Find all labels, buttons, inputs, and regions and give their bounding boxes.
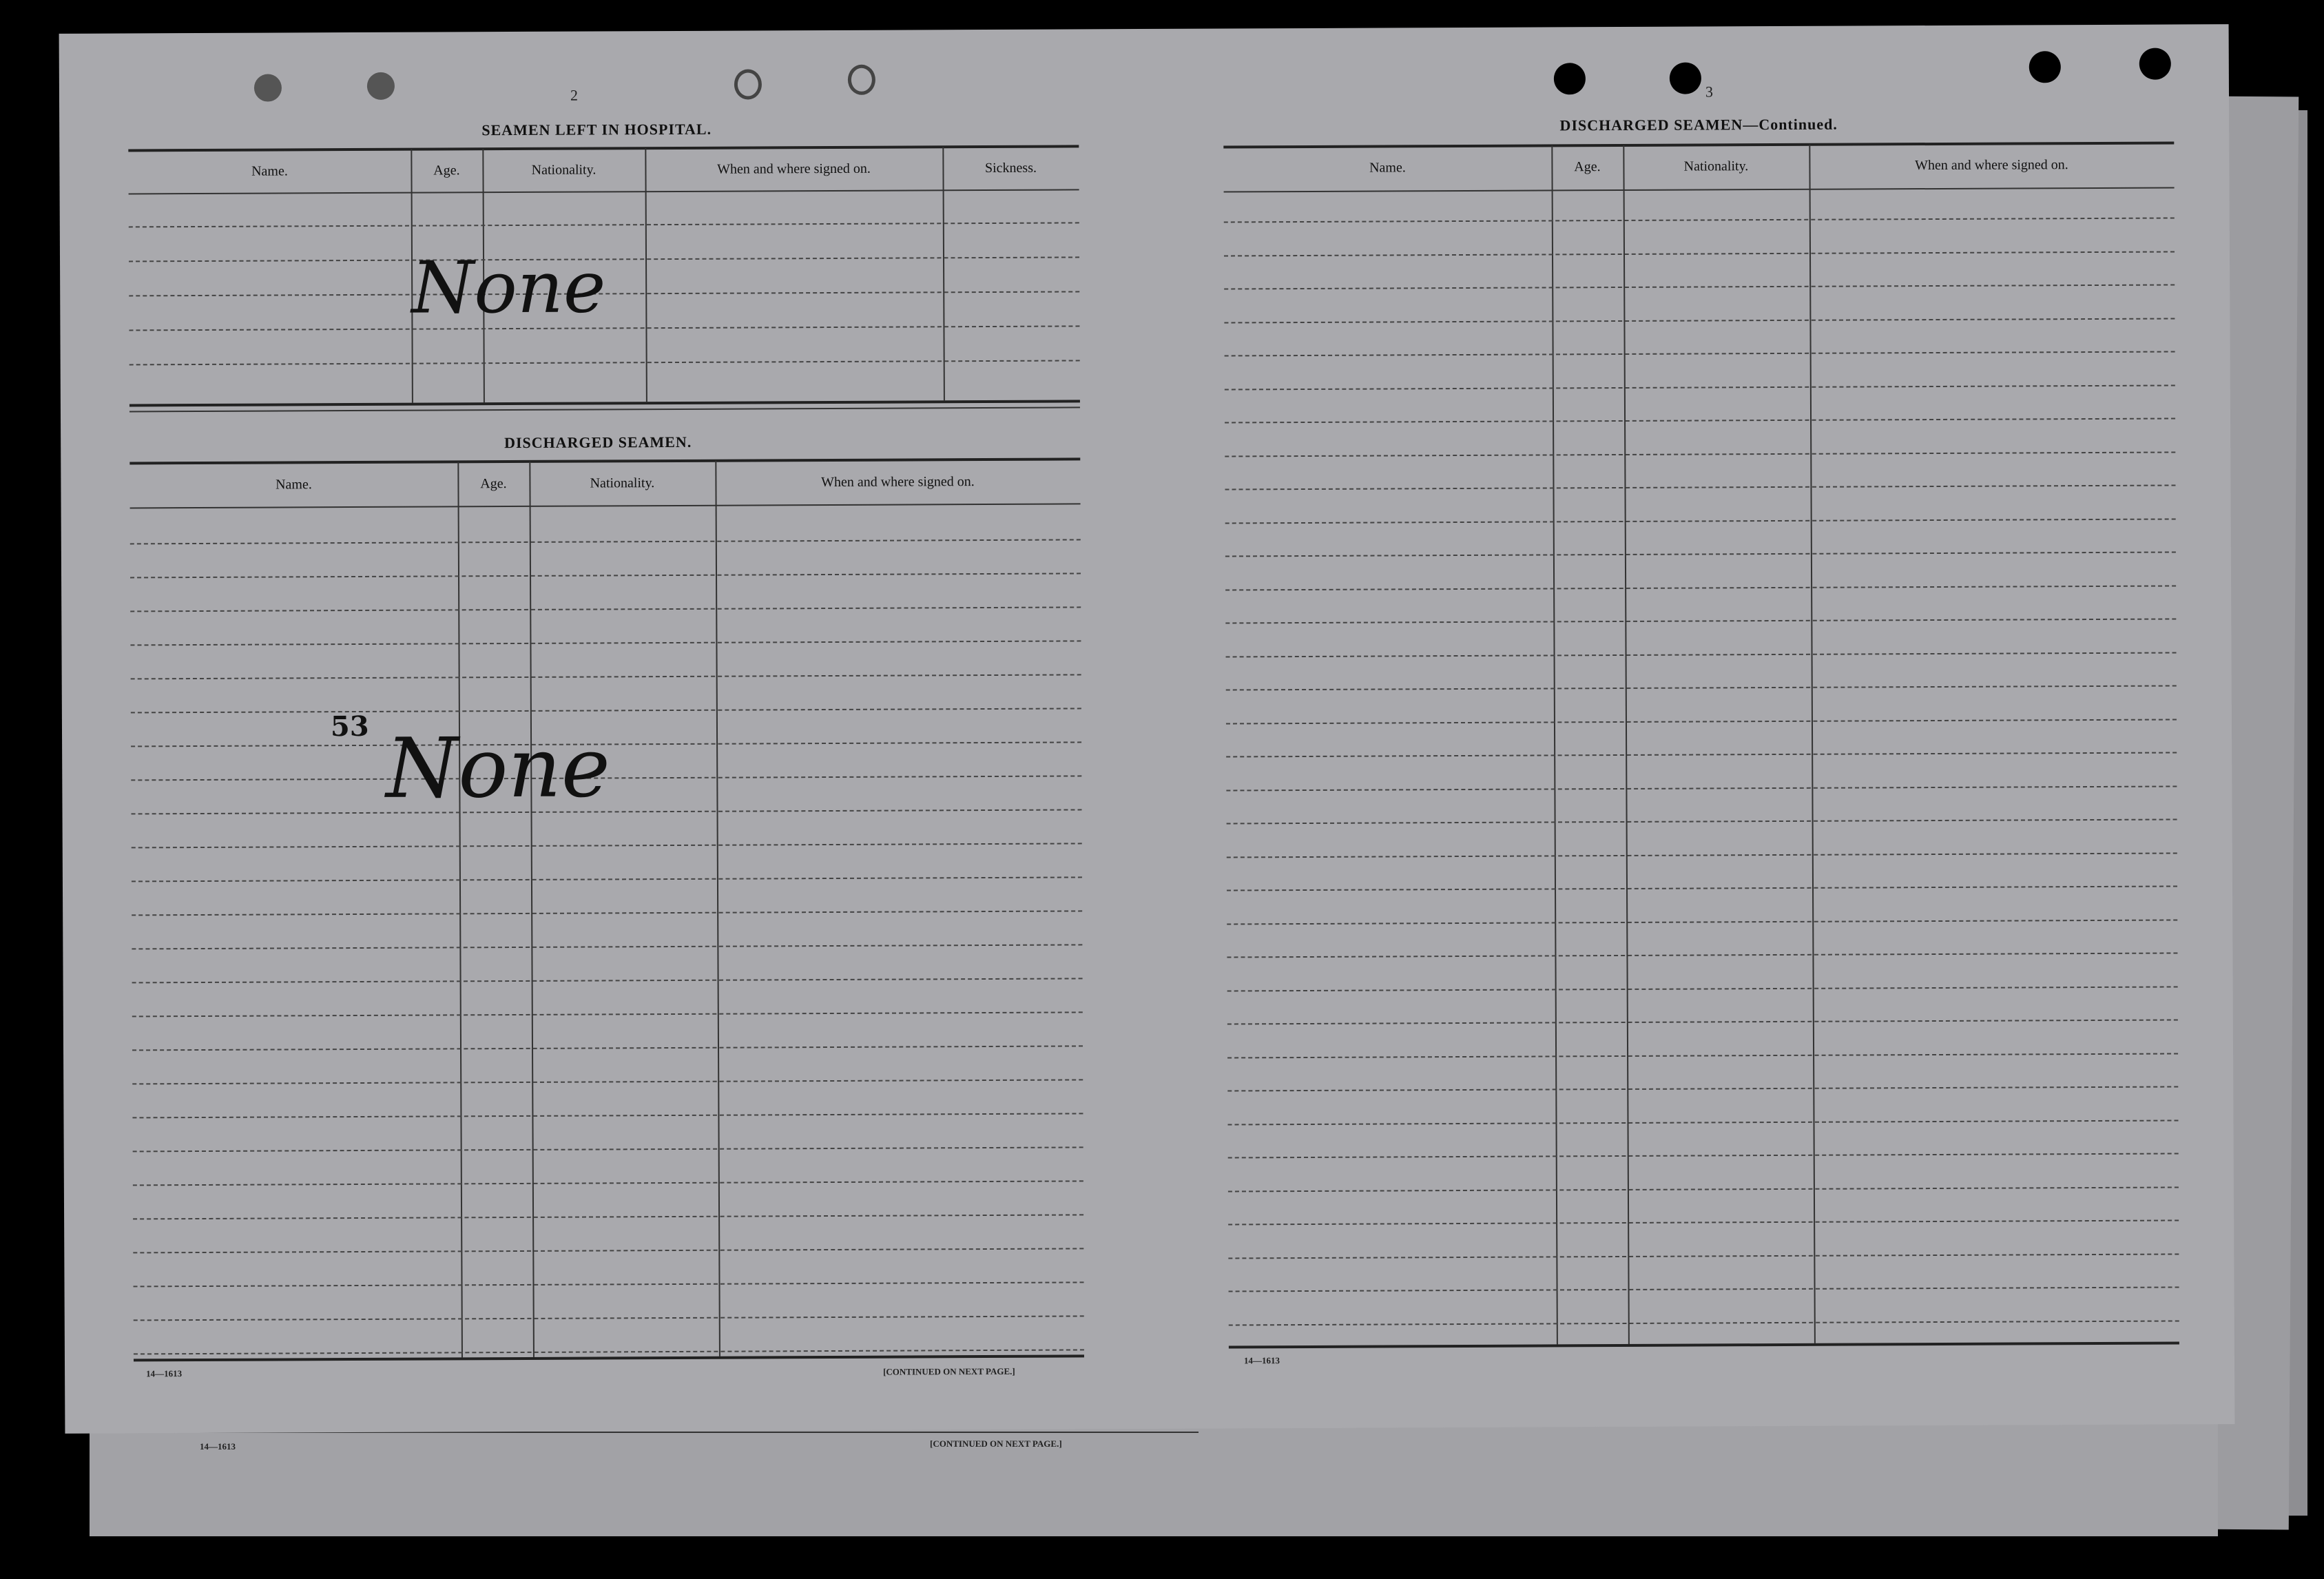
form-number: 14—1613 — [1243, 1355, 1280, 1366]
col-name: Name. — [251, 163, 288, 179]
punch-hole — [734, 69, 762, 99]
column-divider — [645, 148, 647, 402]
entry-line — [130, 640, 1081, 646]
entry-line — [1226, 752, 2177, 757]
entry-line — [134, 1315, 1084, 1321]
entry-line — [1225, 518, 2176, 524]
entry-line — [1224, 284, 2175, 289]
punch-hole — [848, 65, 875, 95]
discharged-continued-title: DISCHARGED SEAMEN—Continued. — [1559, 115, 1838, 134]
entry-line — [132, 843, 1082, 848]
punch-hole — [1670, 62, 1701, 94]
entry-line — [1225, 351, 2175, 356]
entry-line — [1227, 852, 2177, 858]
handwritten-entry: None — [385, 720, 611, 817]
header-rule — [129, 189, 1079, 194]
entry-line — [132, 1011, 1083, 1017]
entry-line — [129, 360, 1080, 365]
entry-line — [1224, 318, 2175, 323]
form-sheet — [59, 24, 2235, 1434]
entry-line — [131, 674, 1081, 679]
section-rule — [1223, 141, 2174, 148]
entry-line — [1227, 986, 2178, 991]
entry-line — [1226, 652, 2177, 657]
col-nationality: Nationality. — [1683, 158, 1749, 174]
entry-line — [1227, 952, 2177, 958]
col-age: Age. — [433, 163, 460, 178]
entry-line — [1228, 1253, 2179, 1259]
entry-line — [132, 1079, 1083, 1084]
entry-line — [132, 876, 1082, 882]
section-rule — [1229, 1341, 2179, 1348]
column-divider — [529, 462, 535, 1357]
entry-line — [1227, 1019, 2178, 1024]
col-name: Name. — [276, 477, 312, 493]
entry-line — [1226, 719, 2177, 724]
section-rule — [129, 400, 1080, 406]
col-name: Name. — [1369, 160, 1406, 176]
entry-line — [1225, 484, 2175, 490]
col-age: Age. — [480, 476, 507, 492]
entry-line — [1224, 251, 2175, 256]
entry-line — [130, 572, 1081, 578]
hospital-section-title: SEAMEN LEFT IN HOSPITAL. — [481, 120, 712, 139]
underlying-sheet — [90, 1419, 2218, 1536]
col-sickness: Sickness. — [984, 160, 1037, 176]
column-divider — [457, 462, 463, 1357]
entry-line — [1225, 451, 2175, 457]
entry-line — [1225, 585, 2176, 590]
entry-line — [133, 1248, 1083, 1253]
punch-hole — [1554, 63, 1586, 94]
entry-line — [1229, 1320, 2179, 1325]
col-nationality: Nationality. — [590, 475, 655, 491]
col-signed-on: When and where signed on. — [1915, 157, 2068, 174]
col-nationality: Nationality. — [531, 162, 596, 178]
entry-line — [1225, 384, 2175, 390]
underlying-form-number: 14—1613 — [200, 1441, 236, 1452]
section-rule — [129, 457, 1080, 464]
page-number: 3 — [1705, 83, 1714, 101]
continued-note: [CONTINUED ON NEXT PAGE.] — [883, 1365, 1015, 1377]
entry-line — [133, 1146, 1083, 1152]
entry-line — [134, 1281, 1084, 1287]
entry-line — [1224, 217, 2175, 223]
discharged-continued-entry-lines — [59, 24, 2229, 34]
entry-line — [1227, 1086, 2178, 1091]
punch-hole — [2029, 51, 2061, 83]
column-divider — [715, 461, 720, 1356]
header-rule — [1224, 187, 2175, 192]
punch-hole — [367, 72, 395, 100]
entry-line — [1227, 818, 2177, 824]
entry-line — [1229, 1286, 2179, 1292]
entry-line — [132, 978, 1083, 983]
entry-line — [1226, 685, 2177, 690]
page-number: 2 — [570, 86, 579, 104]
entry-line — [132, 1113, 1083, 1118]
section-rule — [134, 1354, 1084, 1361]
entry-line — [1228, 1186, 2179, 1192]
column-divider — [942, 147, 945, 400]
entry-line — [132, 910, 1082, 916]
entry-line — [129, 222, 1079, 227]
entry-line — [1226, 785, 2177, 791]
discharged-entry-lines — [59, 24, 2229, 34]
entry-line — [1227, 919, 2177, 925]
entry-line — [130, 539, 1081, 544]
punch-hole — [254, 74, 282, 101]
entry-line — [1225, 618, 2176, 623]
entry-line — [1225, 417, 2175, 423]
header-rule — [130, 503, 1081, 508]
entry-line — [1227, 1053, 2178, 1058]
punch-hole — [2139, 48, 2171, 80]
section-rule — [129, 406, 1080, 412]
handwritten-entry: None — [411, 245, 606, 330]
entry-line — [1228, 1219, 2179, 1225]
col-age: Age. — [1574, 159, 1601, 175]
column-divider — [1809, 145, 1816, 1343]
entry-line — [1225, 551, 2176, 557]
col-signed-on: When and where signed on. — [821, 474, 975, 491]
discharged-section-title: DISCHARGED SEAMEN. — [504, 433, 692, 452]
entry-line — [133, 1180, 1083, 1186]
form-number: 14—1613 — [146, 1368, 183, 1379]
entry-line — [133, 1214, 1083, 1219]
col-signed-on: When and where signed on. — [717, 161, 871, 177]
entry-line — [132, 944, 1082, 949]
underlying-continued-note: [CONTINUED ON NEXT PAGE.] — [930, 1438, 1062, 1449]
entry-line — [1228, 1119, 2179, 1125]
entry-line — [1227, 885, 2177, 891]
entry-line — [1228, 1153, 2179, 1158]
entry-line — [132, 1045, 1083, 1051]
stamp-number: 53 — [330, 710, 369, 743]
column-divider — [1551, 145, 1558, 1344]
entry-line — [134, 1349, 1084, 1354]
entry-line — [130, 606, 1081, 612]
section-rule — [128, 145, 1079, 152]
column-divider — [1623, 145, 1630, 1344]
entry-line — [131, 708, 1081, 713]
